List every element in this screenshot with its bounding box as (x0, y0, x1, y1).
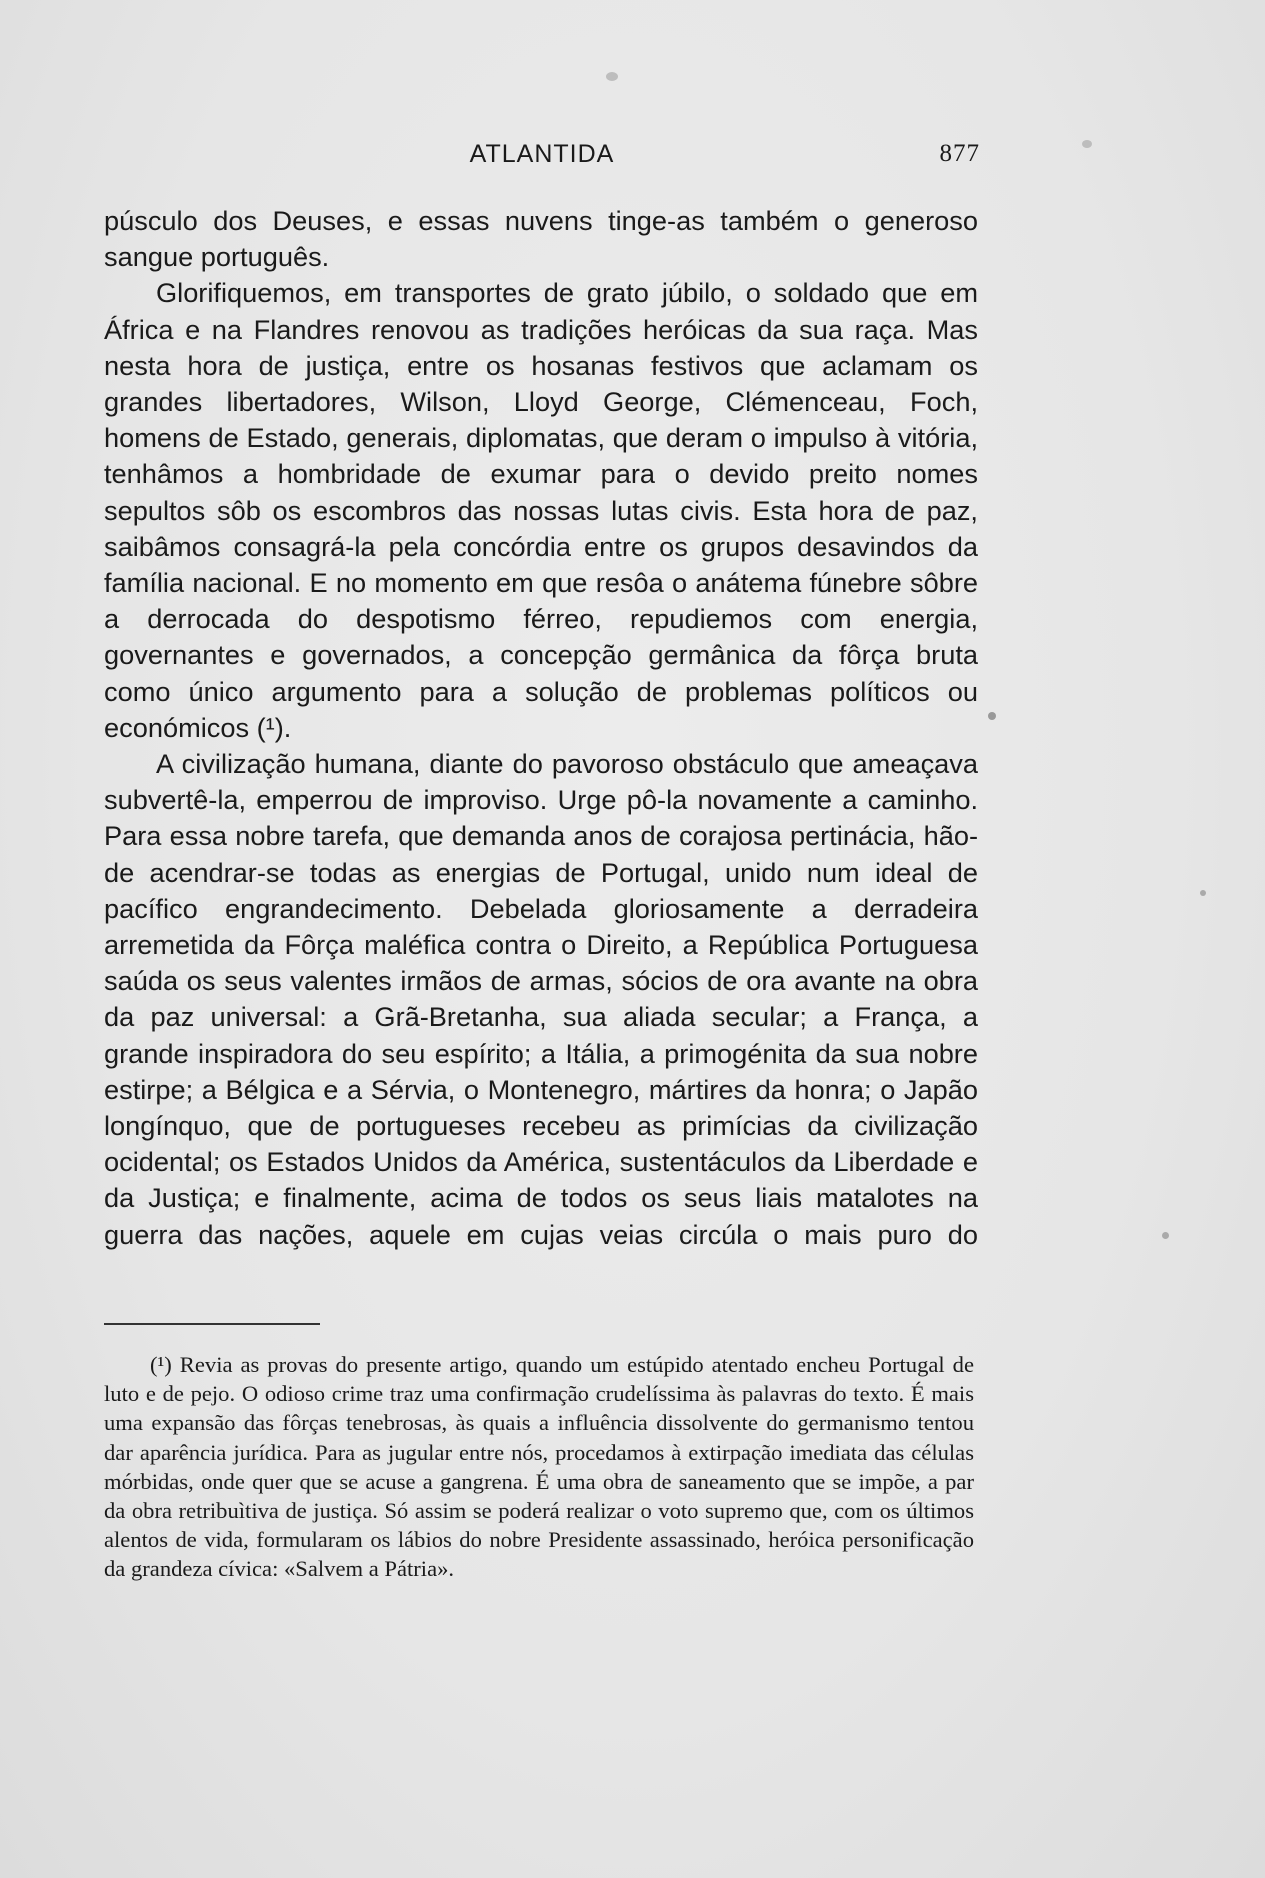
paragraph: Glorifiquemos, em transportes de grato júbilo, o soldado que em África e na Flandres renovou as tradições heróicas da sua raça. Mas nesta hora de justiça, entre os hosanas festivos que aclamam os grandes libertadores, Wilson, Lloyd George, Clémenceau, Foch, homens de Estado, generais, diplomatas, que deram o impulso à vitória, tenhâmos a hombridade de exumar para o devido preito nomes sepultos sôb os escombros das nossas lutas civis. Esta hora de paz, saibâmos consagrá-la pela concórdia entre os grupos desavindos da família nacional. E no momento em que resôa o anátema fúnebre sôbre a derrocada do despotismo férreo, repudiemos com energia, governantes e governados, a concepção germânica da fôrça bruta como único argumento para a solução de problemas políticos ou económicos (¹). (104, 277, 978, 743)
paper-speck (1200, 890, 1206, 896)
footnote (104, 1350, 974, 1584)
footnote-text: (¹) Revia as provas do presente artigo, quando um estúpido atentado encheu Portugal de luto e de pejo. O odioso crime traz uma confirmação crudelíssima às palavras do texto. É mais uma expansão das fôrças tenebrosas, às quais a influência dissolvente do germanismo tentou dar aparência jurídica. Para as jugular entre nós, procedamos à extirpação imediata das células mórbidas, onde quer que se acuse a gangrena. É uma obra de saneamento que se impõe, a par da obra retribuìtiva de justiça. Só assim se poderá realizar o voto supremo que, com os últimos alentos de vida, formularam os lábios do nobre Presidente assassinado, heróica personificação da grandeza cívica: «Salvem a Pátria». (104, 1352, 974, 1582)
paper-speck (988, 712, 996, 720)
paper-speck (606, 72, 618, 81)
running-header (104, 136, 980, 176)
paragraph: A civilização humana, diante do pavoroso obstáculo que ameaçava subvertê-la, emperrou de improviso. Urge pô-la novamente a caminho. Para essa nobre tarefa, que demanda anos de corajosa pertinácia, hão-de acendrar-se todas as energias de Portugal, unido num ideal de pacífico engrandecimento. Debelada gloriosamente a derradeira arremetida da Fôrça maléfica contra o Direito, a República Portuguesa saúda os seus valentes irmãos de armas, sócios de ora avante na obra da paz universal: a Grã-Bretanha, sua aliada secular; a França, a grande inspiradora do seu espírito; a Itália, a primogénita da sua nobre estirpe; a Bélgica e a Sérvia, o Montenegro, mártires da honra; o Japão longínquo, que de portugueses recebeu as primícias da civilização ocidental; os Estados Unidos da América, sustentáculos da Liberdade e da Justiça; e finalmente, acima de todos os seus liais matalotes na guerra das nações, aquele em cujas veias circúla o mais puro do (104, 748, 978, 1250)
paragraph: púsculo dos Deuses, e essas nuvens tinge-as também o generoso sangue português. (104, 205, 978, 273)
page-number: 877 (939, 140, 980, 167)
paper-speck (1082, 140, 1092, 148)
paper-speck (1162, 1232, 1169, 1239)
footnote-divider (104, 1323, 320, 1325)
journal-title: ATLANTIDA (469, 140, 615, 168)
main-text (104, 203, 978, 1253)
